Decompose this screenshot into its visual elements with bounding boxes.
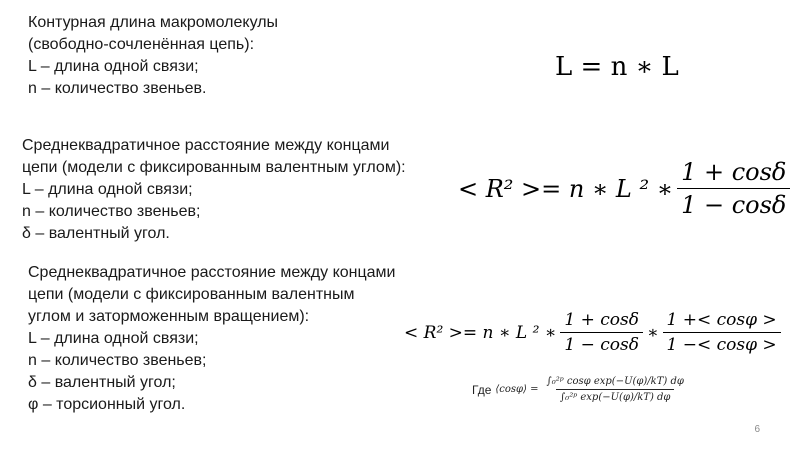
text-line: L – длина одной связи; [22,181,193,198]
fraction-numerator: 1 + cosδ [564,310,639,330]
text-line: φ – торсионный угол. [28,396,186,413]
text-line: n – количество звеньев; [28,352,207,369]
text-line: (свободно-сочленённая цепь): [28,36,255,53]
page-number: 6 [754,424,760,435]
text-line: L – длина одной связи; [28,330,199,347]
text-line: Среднеквадратичное расстояние между концами [22,137,390,154]
text-line: цепи (модели с фиксированным валентным [28,286,355,303]
text-line: L – длина одной связи; [28,58,199,75]
fraction-delta [560,310,643,355]
text-line: углом и заторможенным вращением): [28,308,310,325]
text-block-rms-hindered-rotation [28,262,396,416]
where-label: Где [472,382,492,397]
text-line: n – количество звеньев; [22,203,201,220]
text-line: Контурная длина макромолекулы [28,14,279,31]
formula-contour-length: L = n ∗ L [555,52,679,82]
multiply-sign: ∗ [646,322,659,343]
integral-numerator: ∫₀²ᵖ cosφ exp(−U(φ)/kT) dφ [546,376,684,387]
formula-rms-fixed-angle [458,158,794,219]
text-line: n – количество звеньев. [28,80,207,97]
text-block-rms-fixed-angle [22,135,406,245]
text-line: δ – валентный угол; [28,374,176,391]
formula-lhs: ⟨cosφ⟩ = [495,384,539,395]
integral-denominator: ∫₀²ᵖ exp(−U(φ)/kT) dφ [556,389,674,403]
text-line: Среднеквадратичное расстояние между концами [28,264,396,281]
formula-cos-phi-average [472,376,692,403]
formula-rms-hindered-rotation [404,310,785,355]
fraction-denominator: 1 − cosδ [677,188,790,219]
fraction-integral [543,376,688,403]
fraction-numerator: 1 +< cosφ > [666,310,777,330]
text-line: цепи (модели с фиксированным валентным углом): [22,159,406,176]
fraction-numerator: 1 + cosδ [681,158,787,186]
fraction [677,158,790,219]
text-block-contour-length [28,12,278,100]
formula-lhs: < R² >= n ∗ L ² ∗ [404,322,557,343]
fraction-phi [663,310,781,355]
fraction-denominator: 1 − cosδ [560,332,643,355]
text-line: δ – валентный угол. [22,225,170,242]
fraction-denominator: 1 −< cosφ > [663,332,781,355]
formula-lhs: < R² >= n ∗ L ² ∗ [458,174,674,203]
